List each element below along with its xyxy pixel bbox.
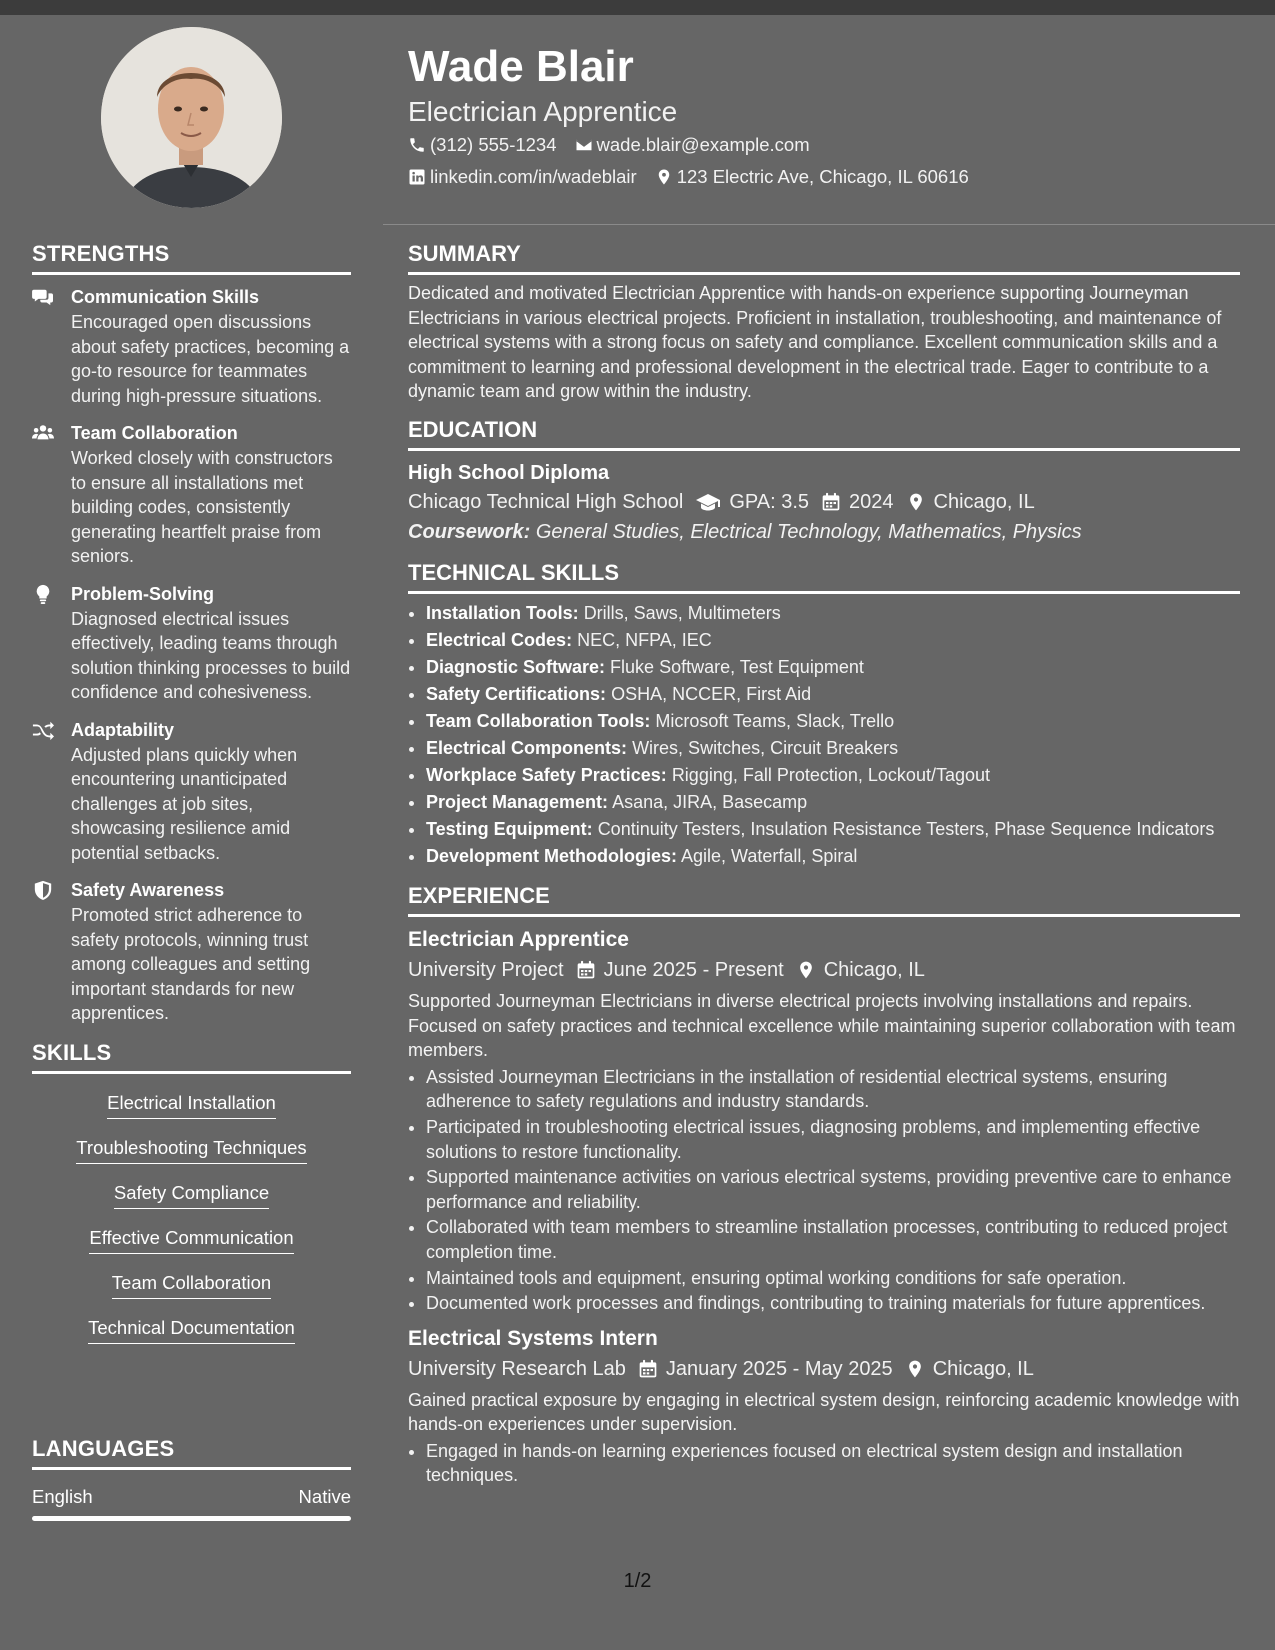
skill-tag: Effective Communication (89, 1225, 293, 1254)
technical-skill-item (426, 708, 1240, 735)
languages-section (32, 1435, 351, 1521)
strengths-heading: STRENGTHS (32, 240, 351, 275)
skill-tag: Safety Compliance (114, 1180, 269, 1209)
skill-category: Installation Tools: (426, 602, 579, 623)
strength-item (32, 421, 351, 569)
calendar-icon (821, 492, 841, 512)
technical-skill-item (426, 654, 1240, 681)
language-name: English (32, 1486, 93, 1507)
job-bullet: • Assisted Journeyman Electricians in the installation of residential electrical systems, ensuring adherence to safety regulations and industry standards. (426, 1065, 1240, 1114)
comments-icon (32, 287, 56, 307)
skill-values: Rigging, Fall Protection, Lockout/Tagout (671, 764, 990, 785)
calendar-icon (638, 1359, 658, 1379)
profile-photo-illustration (101, 27, 282, 208)
strength-title: Team Collaboration (71, 423, 238, 443)
strength-item (32, 285, 351, 408)
job-org-text: University Project (408, 958, 564, 981)
gpa-text: GPA: 3.5 (729, 490, 810, 513)
job-bullet: • Maintained tools and equipment, ensuring optimal working conditions for safe operation. (426, 1266, 1240, 1291)
skill-category: Team Collaboration Tools: (426, 710, 651, 731)
skill-category: Development Methodologies: (426, 845, 678, 866)
graduation-year: 2024 (849, 490, 894, 513)
experience-heading: EXPERIENCE (408, 882, 1240, 917)
page-number: 1/2 (623, 1570, 652, 1592)
strength-title: Problem-Solving (71, 583, 215, 604)
skills-heading: SKILLS (32, 1039, 351, 1074)
job-org (408, 1354, 626, 1384)
education-meta (408, 487, 1240, 517)
job-title: Electrical Systems Intern (408, 1326, 658, 1350)
skill-values: OSHA, NCCER, First Aid (611, 683, 812, 704)
job-org (408, 955, 564, 985)
linkedin-contact[interactable] (408, 166, 637, 188)
address-text: 123 Electric Ave, Chicago, IL 60616 (676, 166, 969, 187)
users-icon (32, 423, 56, 443)
job-location (905, 1354, 1034, 1384)
technical-skill-item (426, 735, 1240, 762)
skill-values: NEC, NFPA, IEC (577, 629, 712, 650)
email-contact[interactable] (575, 134, 810, 156)
graduation-cap-icon (695, 492, 721, 512)
job-bullets (408, 1439, 1240, 1488)
job-entry (408, 925, 1240, 1316)
job-dates-text: January 2025 - May 2025 (665, 1357, 893, 1380)
school-name: Chicago Technical High School (408, 490, 684, 513)
job-bullets (408, 1065, 1240, 1316)
skill-tag: Team Collaboration (112, 1270, 271, 1299)
candidate-headline: Electrician Apprentice (408, 96, 678, 127)
technical-skills-list (408, 600, 1240, 870)
experience-section (408, 882, 1240, 1488)
job-bullet: • Supported maintenance activities on various electrical systems, providing preventive care to enhance performance and reliability. (426, 1165, 1240, 1214)
skill-tag: Technical Documentation (88, 1315, 295, 1344)
strength-desc: Worked closely with constructors to ensure all installations met building codes, consistently generating heartfelt praise from seniors. (71, 448, 333, 566)
language-row (32, 1486, 351, 1508)
linkedin-text: linkedin.com/in/wadeblair (430, 166, 637, 187)
skills-list (32, 1084, 351, 1354)
phone-icon (408, 136, 426, 154)
shield-icon (32, 880, 56, 900)
top-bar (0, 0, 1275, 15)
skill-category: Diagnostic Software: (426, 656, 606, 677)
email-text: wade.blair@example.com (596, 134, 810, 155)
job-org-text: University Research Lab (408, 1357, 626, 1380)
phone-contact[interactable] (408, 134, 557, 156)
language-level: Native (298, 1486, 351, 1507)
summary-heading: SUMMARY (408, 240, 1240, 275)
education-heading: EDUCATION (408, 416, 1240, 451)
job-dates (638, 1354, 893, 1384)
education-section (408, 416, 1240, 547)
technical-skills-heading: TECHNICAL SKILLS (408, 559, 1240, 594)
education-school (408, 487, 683, 517)
strength-desc: Encouraged open discussions about safety practices, becoming a go-to resource for teammates during high-pressure situations. (71, 312, 350, 406)
strength-title: Safety Awareness (71, 880, 225, 900)
technical-skill-item (426, 627, 1240, 654)
job-bullet: • Documented work processes and findings, contributing to training materials for future apprentices. (426, 1291, 1240, 1316)
strength-title: Adaptability (71, 719, 175, 740)
skill-values: Fluke Software, Test Equipment (610, 656, 864, 677)
strength-title: Communication Skills (71, 287, 260, 307)
map-marker-icon (906, 492, 926, 512)
lightbulb-icon (32, 584, 56, 604)
skill-values: Drills, Saws, Multimeters (583, 602, 781, 623)
skill-tag: Troubleshooting Techniques (76, 1135, 306, 1164)
strength-item (32, 718, 351, 866)
shuffle-icon (32, 720, 56, 740)
map-marker-icon (655, 168, 673, 186)
job-title: Electrician Apprentice (408, 927, 629, 951)
strength-item (32, 582, 351, 705)
skill-category: Electrical Components: (426, 737, 628, 758)
education-year (821, 487, 894, 517)
map-marker-icon (796, 960, 816, 980)
job-dates (576, 955, 784, 985)
technical-skill-item (426, 789, 1240, 816)
language-proficiency-bar (32, 1516, 351, 1521)
job-location-text: Chicago, IL (932, 1357, 1034, 1380)
job-meta (408, 955, 1240, 985)
technical-skill-item (426, 600, 1240, 627)
skill-category: Testing Equipment: (426, 818, 593, 839)
skill-category: Workplace Safety Practices: (426, 764, 667, 785)
skill-values: Microsoft Teams, Slack, Trello (655, 710, 895, 731)
strength-desc: Adjusted plans quickly when encountering unanticipated challenges at job sites, showcasing resilience amid potential setbacks. (71, 744, 298, 863)
skill-values: Continuity Testers, Insulation Resistance Testers, Phase Sequence Indicators (597, 818, 1215, 839)
calendar-icon (576, 960, 596, 980)
skill-category: Project Management: (426, 791, 609, 812)
job-location-text: Chicago, IL (823, 958, 925, 981)
skills-section (32, 1039, 351, 1354)
job-bullet: • Participated in troubleshooting electrical issues, diagnosing problems, and implementing effective solutions to restore functionality. (426, 1115, 1240, 1164)
skill-category: Electrical Codes: (426, 629, 573, 650)
technical-skill-item (426, 816, 1240, 843)
summary-text: Dedicated and motivated Electrician Apprentice with hands-on experience supporting Journeyman Electricians in various electrical projects. Proficient in installation, troubleshooting, and maintenance of electrical systems with a strong focus on safety and compliance. Excellent communication skills and a commitment to learning and professional development in the electrical trade. Eager to contribute to a dynamic team and grow within the industry. (408, 283, 1222, 402)
contact-row-1 (408, 134, 828, 156)
technical-skills-section (408, 559, 1240, 870)
job-summary: Gained practical exposure by engaging in electrical system design, reinforcing academic knowledge with hands-on experiences under supervision. (408, 1389, 1240, 1435)
summary-section (408, 240, 1240, 404)
address-contact (655, 166, 969, 188)
map-marker-icon (905, 1359, 925, 1379)
linkedin-icon (408, 168, 426, 186)
strength-desc: Promoted strict adherence to safety protocols, winning trust among colleagues and setting important standards for new apprentices. (71, 905, 311, 1023)
job-location (796, 955, 925, 985)
technical-skill-item (426, 762, 1240, 789)
candidate-name: Wade Blair (408, 42, 634, 91)
job-meta (408, 1354, 1240, 1384)
education-location (906, 487, 1035, 517)
job-dates-text: June 2025 - Present (603, 958, 784, 981)
skill-values: Asana, JIRA, Basecamp (612, 791, 808, 812)
job-bullet: • Collaborated with team members to streamline installation processes, contributing to reduced project completion time. (426, 1215, 1240, 1264)
left-column (32, 240, 351, 1354)
envelope-icon (575, 136, 593, 154)
skill-values: Agile, Waterfall, Spiral (681, 845, 858, 866)
strength-desc: Diagnosed electrical issues effectively, leading teams through solution thinking processes to build confidence and cohesiveness. (71, 608, 351, 702)
job-entry (408, 1324, 1240, 1488)
skill-values: Wires, Switches, Circuit Breakers (632, 737, 899, 758)
contact-row-2 (408, 166, 987, 188)
skill-tag: Electrical Installation (107, 1090, 276, 1119)
job-summary: Supported Journeyman Electricians in diverse electrical projects involving installations and repairs. Focused on safety practices and technical excellence while maintaining superior collaboration with team members. (408, 990, 1236, 1061)
strengths-list (32, 285, 351, 1026)
education-location-text: Chicago, IL (933, 490, 1035, 513)
phone-text: (312) 555-1234 (430, 134, 557, 155)
technical-skill-item (426, 843, 1240, 870)
right-column (408, 240, 1240, 1500)
coursework-line (408, 517, 1240, 547)
education-gpa (695, 487, 809, 517)
profile-photo (101, 27, 282, 208)
technical-skill-item (426, 681, 1240, 708)
skill-category: Safety Certifications: (426, 683, 607, 704)
header-divider (383, 224, 1275, 225)
languages-heading: LANGUAGES (32, 1435, 351, 1470)
coursework-label: Coursework: (408, 520, 531, 543)
strength-item (32, 878, 351, 1026)
education-degree: High School Diploma (408, 461, 610, 484)
coursework-text: General Studies, Electrical Technology, Mathematics, Physics (535, 520, 1082, 543)
job-bullet: • Engaged in hands-on learning experiences focused on electrical system design and installation techniques. (426, 1439, 1240, 1488)
